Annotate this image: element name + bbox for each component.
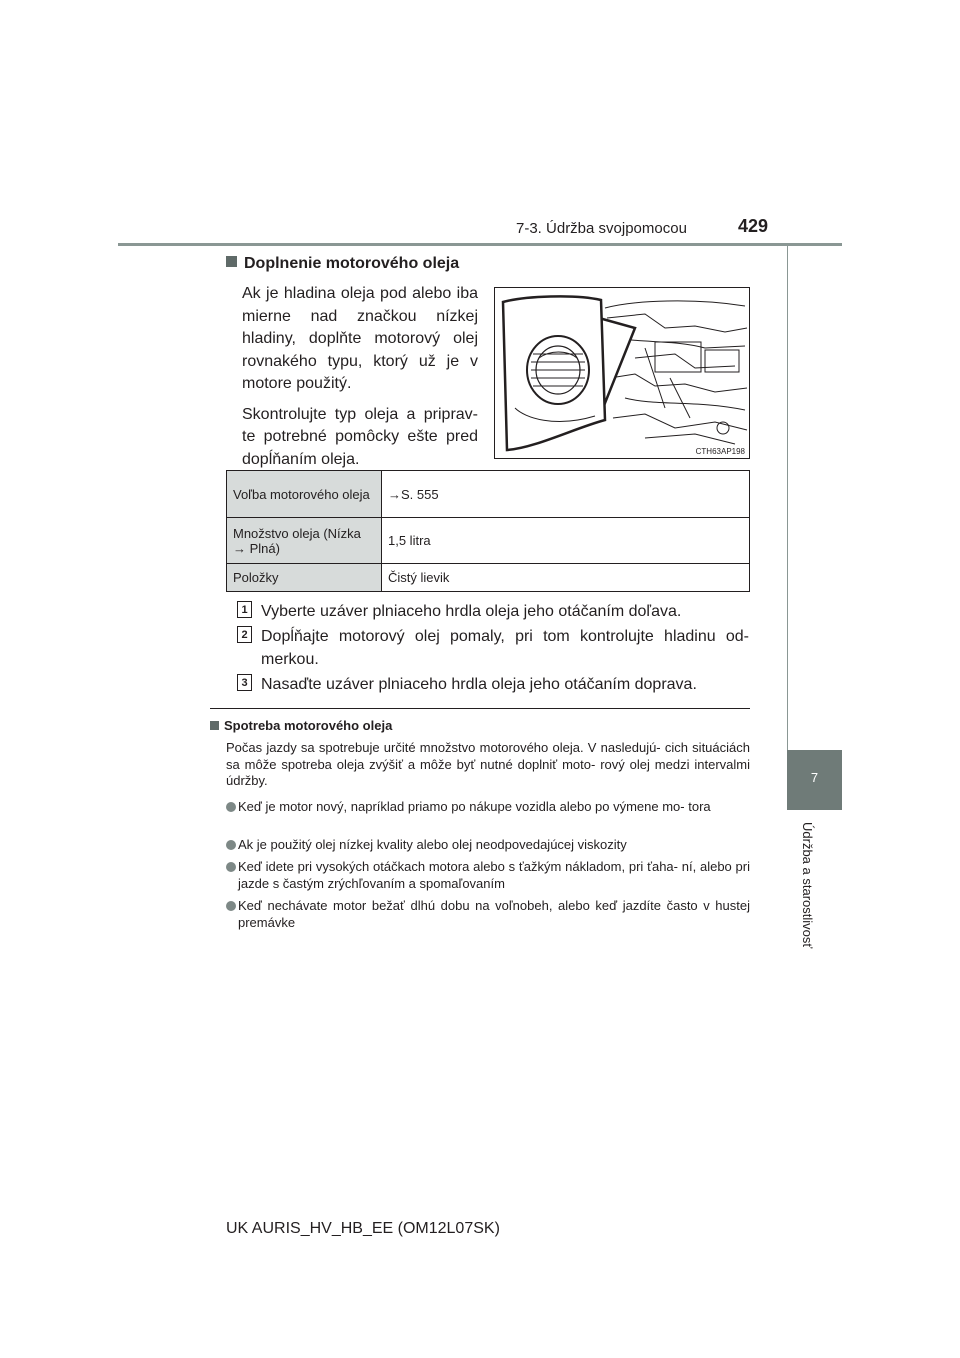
table-key: Voľba motorového oleja [227,471,382,518]
table-row [227,518,750,564]
list-item-text: Ak je použitý olej nízkej kvality alebo olej neodpovedajúcej viskozity [238,837,627,852]
step-item [237,600,749,623]
chapter-label [800,822,822,992]
footer-model-code: UK AURIS_HV_HB_EE (OM12L07SK) [226,1220,500,1237]
table-key: Položky [227,564,382,592]
table-key: Množstvo oleja (Nízka → Plná) [227,518,382,564]
step-item [237,673,749,696]
step-number: 2 [237,626,252,643]
figure-code: CTH63AP198 [695,447,745,456]
bullet-dot-icon [226,901,236,911]
step-text: Dopĺňajte motorový olej pomaly, pri tom kontrolujte hladinu od- merkou. [261,628,749,668]
chapter-tab [787,750,842,810]
list-item-text: Keď idete pri vysokých otáčkach motora alebo s ťažkým nákladom, pri ťaha- ní, alebo pri jazde s častým zrýchľovaním a spomaľovaním [238,859,750,891]
step-number: 1 [237,601,252,618]
intro-paragraph: Ak je hladina oleja pod alebo iba mierne nad značkou nízkej hladiny, doplňte motorový olej rovnakého typu, ktorý už je v motore použitý. [242,285,478,392]
engine-bay-drawing [495,288,750,459]
bullet-dot-icon [226,840,236,850]
section-title: 7-3. Údržba svojpomocou [516,220,687,237]
page-number: 429 [738,216,769,236]
table-value: Čistý lievik [382,564,750,592]
note-paragraph: Počas jazdy sa spotrebuje určité množstvo motorového oleja. V nasledujú- cich situáciách sa môže spotreba oleja zvýšiť a môže byť nutné doplniť moto- rový olej medzi intervalmi údržby. [226,740,750,788]
table-value: 1,5 litra [382,518,750,564]
table-value: →S. 555 [382,471,750,518]
bullet-dot-icon [226,862,236,872]
table-row [227,471,750,518]
step-text: Nasaďte uzáver plniaceho hrdla oleja jeho otáčaním doprava. [261,676,697,693]
note-heading [210,718,392,733]
header-rule [118,243,842,246]
list-item-text: Keď je motor nový, napríklad priamo po nákupe vozidla alebo po výmene mo- tora [238,799,711,814]
table-row [227,564,750,592]
step-number: 3 [237,674,252,691]
bullet-dot-icon [226,802,236,812]
side-tab-line [787,246,842,750]
oil-cap-illustration [494,287,750,459]
list-item [226,799,750,816]
step-text: Vyberte uzáver plniaceho hrdla oleja jeho otáčaním doľava. [261,603,682,620]
section-divider [210,708,750,709]
section-heading [226,255,459,273]
note-heading-text: Spotreba motorového oleja [224,718,393,733]
chapter-number: 7 [810,770,819,785]
spec-table [226,470,750,592]
list-item [226,898,750,931]
list-item-text: Keď nechávate motor bežať dlhú dobu na voľnobeh, alebo keď jazdíte často v hustej premávke [238,898,750,930]
square-bullet-icon [210,721,219,730]
section-heading-text: Doplnenie motorového oleja [244,255,460,272]
list-item [226,859,750,892]
chapter-label-text: Údržba a starostlivosť [800,822,815,949]
intro-text [242,283,478,479]
step-item [237,625,749,671]
intro-paragraph: Skontrolujte typ oleja a priprav- te potrebné pomôcky ešte pred dopĺňaním oleja. [242,405,478,468]
list-item [226,837,750,854]
square-bullet-icon [226,256,237,267]
